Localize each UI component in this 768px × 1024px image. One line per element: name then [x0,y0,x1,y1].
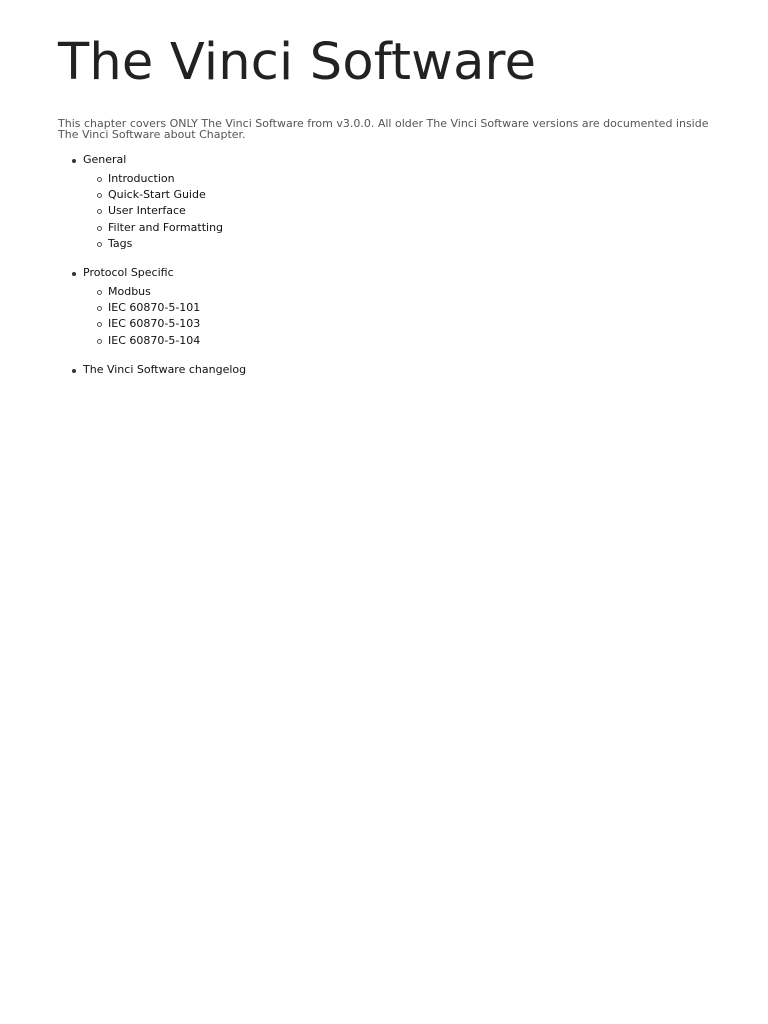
toc-item-user-interface[interactable]: User Interface [83,203,710,219]
toc-sublist-protocol-specific [83,284,710,349]
toc-item-iec-60870-5-104[interactable]: IEC 60870-5-104 [83,333,710,349]
toc-section-changelog[interactable] [58,362,710,378]
toc-item-iec-60870-5-101[interactable]: IEC 60870-5-101 [83,300,710,316]
toc-section-label[interactable]: General [83,153,127,166]
toc-section-general[interactable] [58,152,710,252]
toc-sublist-general [83,171,710,252]
intro-paragraph: This chapter covers ONLY The Vinci Software from v3.0.0. All older The Vinci Software versions are documented inside The Vinci Software about Chapter. [58,117,709,141]
toc-section-label[interactable]: Protocol Specific [83,266,174,280]
toc-section-label[interactable]: The Vinci Software changelog [83,362,247,376]
toc-item-modbus[interactable]: Modbus [83,284,710,300]
toc-item-introduction[interactable]: Introduction [83,171,710,187]
toc-item-iec-60870-5-103[interactable]: IEC 60870-5-103 [83,316,710,332]
toc-section-protocol-specific[interactable] [58,265,710,349]
page-title: The Vinci Software [58,33,537,92]
toc-item-filter-and-formatting[interactable]: Filter and Formatting [83,220,710,236]
toc-item-quick-start-guide[interactable]: Quick-Start Guide [83,187,710,203]
table-of-contents [58,152,710,378]
toc-item-tags[interactable]: Tags [83,236,710,252]
